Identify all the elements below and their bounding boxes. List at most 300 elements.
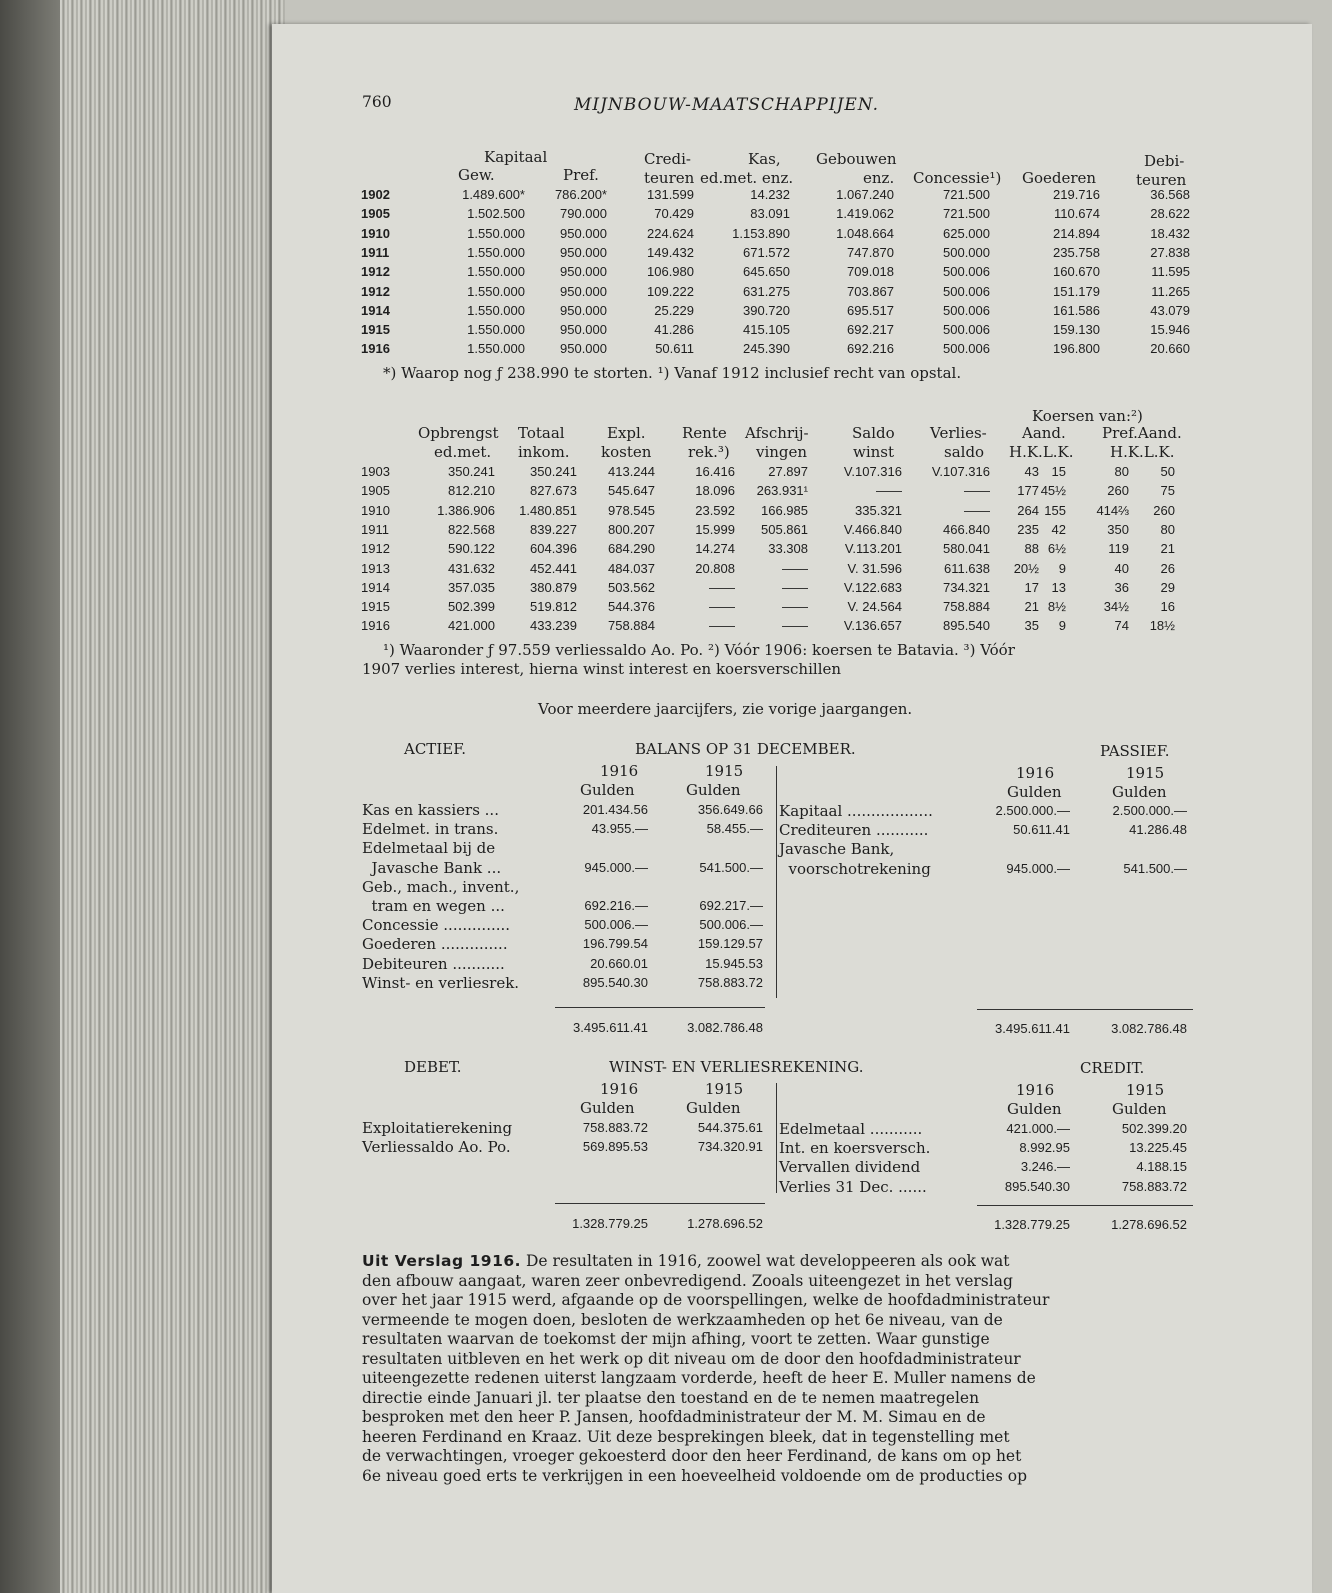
table1-cell: 36.568 [1150,187,1190,202]
table1-footnote: *) Waarop nog ƒ 238.990 te storten. ¹) Vanaf 1912 inclusief recht van opstal. [383,364,962,382]
table1-cell: 28.622 [1150,206,1190,222]
col-head-kapitaal: Kapitaal [484,148,548,166]
table2-cell: 23.592 [695,502,735,518]
page-title: MIJNBOUW-MAATSCHAPPIJEN. [574,95,879,115]
table2-cell: 21 [1024,599,1039,615]
table1-year-cell: 1902 [361,187,390,202]
winst-total-left-2: 1.278.696.52 [687,1216,763,1231]
table1-cell: 219.716 [1053,187,1100,202]
table1-cell: 245.390 [743,341,790,357]
balans-passief-label: PASSIEF. [1100,742,1170,760]
table1-cell: 1.489.600* [462,187,525,202]
balans-left-value-1916: 196.799.54 [582,936,648,952]
table2-cell: 27.897 [768,464,808,479]
table2-cell: 155 [1044,502,1066,518]
col-head-expl: Expl. [607,424,646,442]
table1-year-cell: 1910 [361,225,390,241]
table1-cell: 703.867 [847,283,894,299]
balans-right-value-1915: 41.286.48 [1129,822,1187,838]
verslag-line: directie einde Januari jl. ter plaatse den toestand en de te nemen maatregelen [362,1388,980,1407]
table1-cell: 235.758 [1053,244,1100,260]
winst-right-value-1915: 13.225.45 [1129,1140,1187,1156]
table1-cell: 786.200* [554,187,607,202]
verslag-line: 6e niveau goed erts te verkrijgen in een hoeveelheid voldoende om de producties op [362,1466,1028,1485]
balans-total-left-2: 3.082.786.48 [687,1020,763,1035]
table2-cell: 800.207 [608,521,655,537]
table2-year-cell: 1913 [361,560,390,576]
table2-cell: V.107.316 [931,464,990,479]
table2-cell: 357.035 [448,579,495,595]
table2-cell: 119 [1108,541,1129,557]
col-head-afschrij-2: vingen [756,443,808,461]
table1-year-cell: 1915 [361,322,390,338]
table2-cell: —— [964,502,990,518]
table2-cell: 14.274 [695,541,735,557]
table2-cell: V.466.840 [843,521,902,537]
table1-cell: 950.000 [560,302,607,318]
winst-total-left-1: 1.328.779.25 [572,1216,648,1231]
table2-cell: 580.041 [943,541,990,557]
table2-cell: 822.568 [448,521,495,537]
verslag-line: uiteengezette redenen uiterst langzaam vorderde, heeft de heer E. Muller namens de [362,1369,1036,1387]
col-head-expl-2: kosten [601,443,652,461]
table1-cell: 106.980 [647,264,694,280]
table2-cell: 40 [1114,560,1129,576]
balans-total-left-1: 3.495.611.41 [573,1020,648,1035]
table2-cell: 604.396 [530,541,577,557]
table1-cell: 1.067.240 [836,187,894,202]
balans-left-value-1915: 15.945.53 [705,955,763,971]
balans-total-right-1: 3.495.611.41 [995,1021,1070,1036]
table2-cell: 452.441 [530,560,577,576]
col-head-verlies: Verlies- [930,424,987,442]
table2-cell: —— [964,483,990,499]
table2-cell: 503.562 [608,579,655,595]
balans-right-unit2: Gulden [1112,783,1167,801]
col-head-gew: Gew. [458,166,495,184]
table2-year-cell: 1912 [361,541,390,557]
table2-cell: 502.399 [448,599,495,615]
table1-cell: 160.670 [1053,264,1100,280]
table2-cell: 16.416 [695,464,735,479]
table1-cell: 43.079 [1150,302,1190,318]
balans-left-unit2: Gulden [686,781,741,799]
col-head-debi: Debi- [1144,152,1185,170]
winst-credit-label: CREDIT. [1080,1059,1145,1077]
table1-cell: 196.800 [1053,341,1100,357]
table1-year-cell: 1912 [361,283,390,299]
balans-left-value-1916: 43.955.— [591,821,648,837]
table2-cell: 421.000 [448,618,495,634]
table2-cell: 350.241 [530,464,577,479]
table1-cell: 1.550.000 [467,244,525,260]
balans-left-value-1916: 692.216.— [584,898,648,913]
table2-cell: 29 [1160,579,1175,595]
table2-cell: 166.985 [761,502,808,518]
verslag-paragraph [362,1252,1192,1486]
verslag-line-1-text: De resultaten in 1916, zoowel wat developpeeren als ook wat [521,1252,1010,1270]
winst-left-rule [555,1203,765,1204]
balans-left-label: Geb., mach., invent., [362,877,520,896]
balans-left-rule [555,1007,765,1008]
winst-divider [776,1083,777,1193]
table1-cell: 214.894 [1053,225,1100,241]
balans-left-label: Javasche Bank ... [362,858,502,877]
verslag-line: de verwachtingen, vroeger gekoesterd door den heer Ferdinand, de kans om op het [362,1447,1022,1465]
table1-cell: 151.179 [1053,283,1100,299]
balans-left-value-1915: 159.129.57 [697,936,763,952]
table2-cell: 45½ [1040,483,1066,499]
table2-footnote-1: ¹) Waaronder ƒ 97.559 verliessaldo Ao. Po. ²) Vóór 1906: koersen te Batavia. ³) Vóór [383,641,1015,659]
table1-cell: 41.286 [654,322,694,338]
balans-right-value-1915: 2.500.000.— [1112,803,1187,818]
table1-cell: 790.000 [560,206,607,222]
table2-cell: 264 [1017,502,1039,518]
table2-year-cell: 1916 [361,618,390,634]
table1-year-cell: 1912 [361,264,390,280]
table2-cell: 1.386.906 [437,502,495,518]
winst-right-year2: 1915 [1126,1081,1165,1099]
table2-cell: 21 [1160,541,1175,557]
table1-cell: 1.550.000 [467,302,525,318]
balans-left-value-1916: 201.434.56 [582,802,648,817]
balans-left-label: Winst- en verliesrek. [362,973,520,992]
balans-right-value-1916: 2.500.000.— [995,803,1070,818]
col-head-totaal-2: inkom. [518,443,570,461]
balans-left-label: tram en wegen ... [362,897,505,915]
table2-cell: 15.999 [695,521,735,537]
table1-cell: 950.000 [560,283,607,299]
table1-cell: 747.870 [847,244,894,260]
verslag-line: vermeende te mogen doen, besloten de werkzaamheden op het 6e niveau, van de [362,1310,1003,1329]
table1-cell: 692.216 [847,341,894,357]
table2-cell: 88 [1024,541,1039,557]
table2-cell: 50 [1160,464,1175,479]
table1-cell: 709.018 [847,264,894,280]
winst-right-unit2: Gulden [1112,1100,1167,1118]
table2-cell: 260 [1107,483,1129,499]
table2-cell: 734.321 [943,579,990,595]
col-head-totaal: Totaal [518,424,565,442]
winst-right-value-1916: 3.246.— [1020,1159,1070,1175]
table1-cell: 950.000 [560,225,607,241]
table2-cell: —— [709,618,735,634]
table1-cell: 14.232 [750,187,790,202]
col-head-rente-2: rek.³) [688,443,730,461]
winst-left-label: Exploitatierekening [362,1119,513,1137]
table1-cell: 950.000 [560,322,607,338]
balans-left-label: Concessie .............. [362,916,511,935]
table2-cell: 20.808 [695,560,735,576]
balans-right-label: voorschotrekening [779,859,931,878]
table2-cell: 13 [1051,579,1066,595]
winst-right-rule [977,1205,1193,1206]
table2-cell: 413.244 [608,464,655,479]
balans-left-value-1915: 692.217.— [699,898,763,913]
table1-cell: 224.624 [647,225,694,241]
table2-cell: —— [782,579,808,595]
winst-left-value-1915: 544.375.61 [697,1120,763,1135]
table1-cell: 110.674 [1053,206,1100,222]
balans-right-label: Javasche Bank, [779,840,895,859]
table1-year-cell: 1914 [361,302,390,318]
table2-cell: 9 [1058,618,1066,634]
table2-cell: 544.376 [608,599,655,615]
table1-cell: 25.229 [654,302,694,318]
winst-right-value-1916: 8.992.95 [1019,1140,1070,1156]
table1-cell: 1.419.062 [836,206,894,222]
table2-cell: 590.122 [448,541,495,557]
table2-cell: 75 [1160,483,1175,499]
balans-left-label: Kas en kassiers ... [362,801,499,819]
table2-cell: 380.879 [530,579,577,595]
table2-cell: 17 [1024,579,1039,595]
table2-year-cell: 1903 [361,464,390,479]
table1-cell: 721.500 [943,206,990,222]
col-head-saldo: Saldo [852,424,895,442]
table2-cell: 34½ [1103,599,1129,615]
table2-cell: 484.037 [608,560,655,576]
winst-left-unit1: Gulden [580,1099,635,1117]
balans-left-label: Debiteuren ........... [362,954,505,973]
table2-cell: 35 [1024,618,1039,634]
table1-cell: 1.550.000 [467,225,525,241]
note-meerdere-jaarcijfers: Voor meerdere jaarcijfers, zie vorige jaargangen. [538,700,913,718]
table2-cell: —— [876,483,902,499]
col-head-opbrengst-2: ed.met. [434,443,492,461]
book-spine-shadow [0,0,60,1593]
table2-cell: V. 31.596 [847,560,902,576]
col-head-credi: Credi- [644,150,691,168]
col-head-verlies-2: saldo [944,443,985,461]
table1-cell: 131.599 [647,187,694,202]
col-head-kas: Kas, [748,150,781,168]
balans-left-value-1915: 500.006.— [699,917,763,933]
table2-cell: 350 [1107,521,1129,537]
table2-cell: 80 [1160,521,1175,537]
table1-cell: 1.550.000 [467,264,525,280]
table1-cell: 11.595 [1151,264,1190,280]
table1-cell: 15.946 [1150,322,1190,338]
balans-left-year2: 1915 [705,762,744,780]
table1-cell: 721.500 [943,187,990,202]
table2-cell: 18.096 [695,483,735,499]
balans-right-value-1916: 50.611.41 [1013,822,1070,838]
table1-cell: 390.720 [743,302,790,318]
balans-actief-label: ACTIEF. [404,740,467,758]
col-head-prefaand-2: H.K.L.K. [1110,443,1175,461]
table1-cell: 950.000 [560,264,607,280]
table1-cell: 20.660 [1150,341,1190,357]
col-head-afschrij: Afschrij- [745,424,809,442]
table1-cell: 159.130 [1053,322,1100,338]
table2-cell: 42 [1051,521,1066,537]
col-head-pref: Pref. [563,166,599,184]
table1-year-cell: 1916 [361,341,390,357]
table1-cell: 500.006 [943,283,990,299]
table2-cell: 431.632 [448,560,495,576]
winst-right-value-1915: 4.188.15 [1136,1159,1187,1175]
table2-cell: 8½ [1047,599,1066,615]
winst-left-value-1916: 569.895.53 [582,1139,648,1155]
winst-left-value-1916: 758.883.72 [582,1120,648,1135]
balans-left-label: Edelmetaal bij de [362,839,496,858]
verslag-line: besproken met den heer P. Jansen, hoofdadministrateur der M. M. Simau en de [362,1408,986,1426]
table2-cell: 20½ [1013,560,1039,576]
col-head-rente: Rente [682,424,727,442]
table2-cell: 9 [1058,560,1066,576]
table1-cell: 695.517 [847,302,894,318]
table2-cell: 177 [1017,483,1039,499]
table2-cell: 1.480.851 [519,502,577,518]
col-head-goederen: Goederen [1022,169,1097,187]
winst-right-label: Edelmetaal ........... [779,1120,923,1138]
winst-left-value-1915: 734.320.91 [697,1139,763,1155]
table2-year-cell: 1914 [361,579,390,595]
page-number: 760 [362,93,392,111]
verslag-line: resultaten uitbleven en het werk op dit niveau om de door den hoofdadministrateur [362,1349,1021,1368]
verslag-line: over het jaar 1915 werd, afgaande op de voorspellingen, welke de hoofdadministrateur [362,1291,1050,1309]
balans-left-value-1915: 758.883.72 [697,974,763,990]
table1-cell: 18.432 [1150,225,1190,241]
table2-cell: V.122.683 [843,579,902,595]
table1-cell: 70.429 [654,206,694,222]
col-head-prefaand: Pref.Aand. [1102,424,1182,442]
table2-cell: V. 24.564 [847,599,902,615]
table2-cell: —— [709,599,735,615]
balans-left-value-1916: 945.000.— [584,859,648,875]
table1-cell: 671.572 [743,244,790,260]
col-head-aand: Aand. [1022,424,1066,442]
winst-right-value-1915: 502.399.20 [1121,1121,1187,1136]
verslag-lead: Uit Verslag 1916. [362,1252,522,1270]
balans-right-year2: 1915 [1126,764,1165,782]
table1-cell: 500.006 [943,264,990,280]
table1-cell: 1.550.000 [467,341,525,357]
table1-cell: 415.105 [743,322,790,338]
winst-left-label: Verliessaldo Ao. Po. [362,1138,511,1157]
table1-cell: 11.265 [1151,283,1190,299]
winst-right-label: Vervallen dividend [779,1158,921,1177]
col-head-saldo-2: winst [853,443,895,461]
balans-left-value-1915: 356.649.66 [697,802,763,817]
winst-right-label: Int. en koersversch. [779,1139,931,1158]
table2-cell: 895.540 [943,618,990,634]
table2-footnote-2: 1907 verlies interest, hierna winst interest en koersverschillen [362,660,842,678]
table2-cell: 335.321 [855,502,902,518]
verslag-line-1 [362,1252,1192,1272]
winst-right-value-1916: 895.540.30 [1004,1178,1070,1194]
table1-cell: 149.432 [647,244,694,260]
table2-cell: V.107.316 [843,464,902,479]
table2-cell: 15 [1051,464,1066,479]
table2-year-cell: 1915 [361,599,390,615]
table2-cell: 414⅔ [1096,502,1129,518]
table2-cell: 16 [1160,599,1175,615]
table2-year-cell: 1911 [361,521,389,537]
table1-cell: 500.006 [943,322,990,338]
table2-cell: 611.638 [943,560,990,576]
balans-total-right-2: 3.082.786.48 [1111,1021,1187,1036]
table2-cell: 43 [1024,464,1039,479]
table2-cell: 839.227 [530,521,577,537]
table1-cell: 1.153.890 [732,225,790,241]
verslag-line: heeren Ferdinand en Kraaz. Uit deze besprekingen bleek, dat in tegenstelling met [362,1427,1010,1446]
table2-cell: 433.239 [530,618,577,634]
winst-debet-label: DEBET. [404,1058,462,1076]
table1-cell: 950.000 [560,341,607,357]
table2-cell: 505.861 [761,521,808,537]
table2-cell: V.113.201 [844,541,902,557]
table1-cell: 950.000 [560,244,607,260]
balans-divider [776,766,777,998]
col-head-aand-2: H.K.L.K. [1009,443,1074,461]
col-head-opbrengst: Opbrengst [418,424,499,442]
table1-cell: 1.550.000 [467,283,525,299]
table2-cell: —— [782,599,808,615]
table1-cell: 645.650 [743,264,790,280]
table2-cell: —— [782,560,808,576]
table2-cell: 36 [1114,579,1129,595]
table1-cell: 109.222 [647,283,694,299]
verslag-line: resultaten waarvan de toekomst der mijn afhing, voort te zetten. Waar gunstige [362,1330,990,1348]
col-head-koersen: Koersen van:²) [1032,407,1143,425]
balans-left-label: Edelmet. in trans. [362,820,499,839]
balans-left-value-1916: 500.006.— [584,917,648,933]
balans-right-value-1915: 541.500.— [1123,860,1187,876]
table2-cell: 260 [1153,502,1175,518]
winst-right-year1: 1916 [1016,1081,1055,1099]
table2-cell: 26 [1160,560,1175,576]
table1-cell: 50.611 [655,341,694,357]
table1-cell: 1.550.000 [467,322,525,338]
balans-left-unit1: Gulden [580,781,635,799]
col-head-debiteuren: teuren [1136,171,1187,189]
balans-right-unit1: Gulden [1007,783,1062,801]
table2-cell: 466.840 [943,521,990,537]
table2-cell: 6½ [1047,541,1066,557]
table1-year-cell: 1911 [361,244,390,260]
winst-right-label: Verlies 31 Dec. ...... [779,1177,927,1196]
table2-cell: 263.931¹ [756,483,808,499]
table2-cell: 74 [1114,618,1129,634]
table2-cell: 758.884 [608,618,655,634]
balans-left-label: Goederen .............. [362,935,508,954]
balans-left-value-1916: 20.660.01 [590,955,648,971]
winst-total-right-2: 1.278.696.52 [1111,1217,1187,1232]
table2-cell: 350.241 [448,464,495,479]
winst-right-unit1: Gulden [1007,1100,1062,1118]
table1-cell: 500.000 [943,244,990,260]
balans-right-rule [977,1009,1193,1010]
table2-cell: 812.210 [448,483,495,499]
balans-left-value-1916: 895.540.30 [582,974,648,990]
table2-cell: V.136.657 [843,618,902,634]
table1-cell: 625.000 [943,225,990,241]
table2-cell: —— [709,579,735,595]
col-head-gebouwen: Gebouwen [816,150,897,168]
table1-year-cell: 1905 [361,206,390,222]
table1-cell: 27.838 [1150,244,1190,260]
winst-left-year2: 1915 [705,1080,744,1098]
col-head-enz: enz. [863,169,895,187]
table2-cell: 758.884 [943,599,990,615]
table1-cell: 500.006 [943,302,990,318]
winst-left-unit2: Gulden [686,1099,741,1117]
balans-left-value-1915: 58.455.— [706,821,763,837]
table1-cell: 1.502.500 [467,206,525,222]
col-head-concessie: Concessie¹) [913,169,1002,187]
